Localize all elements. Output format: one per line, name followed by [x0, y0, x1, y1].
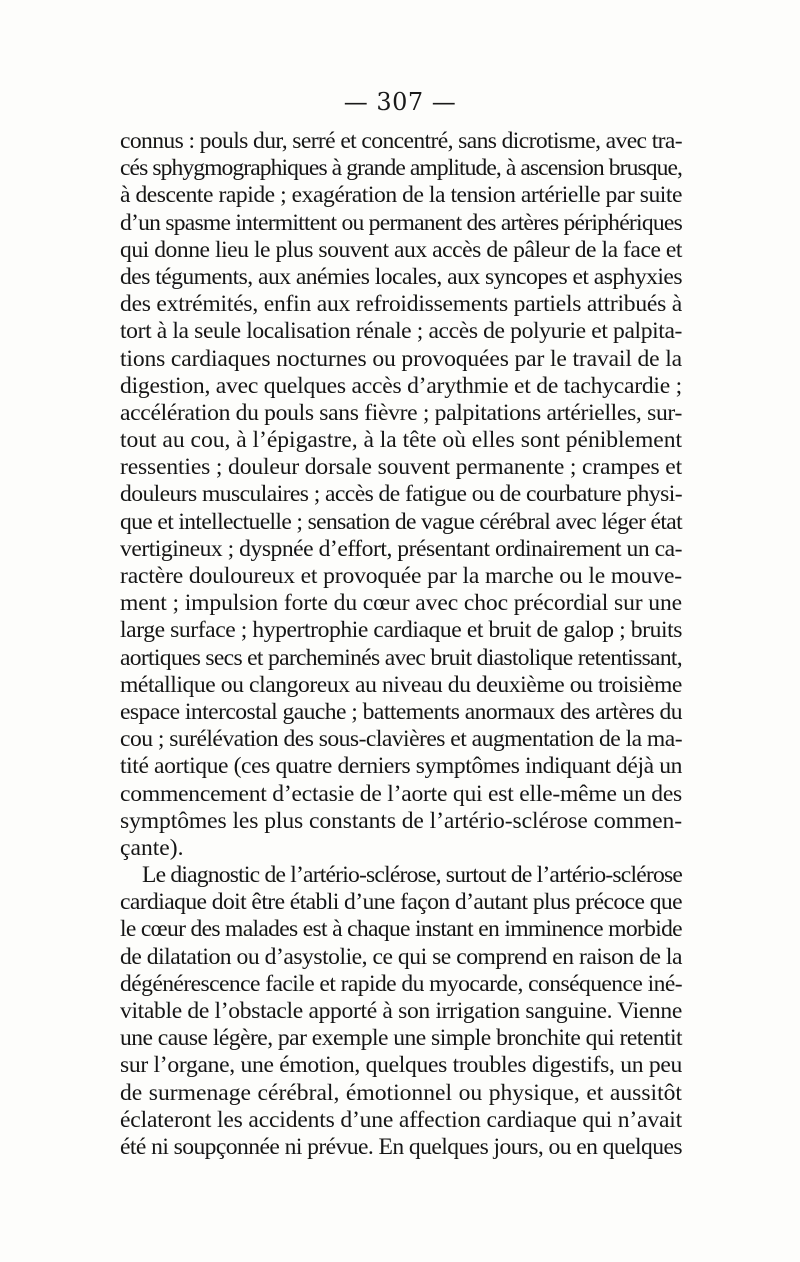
- text-line: des téguments, aux anémies locales, aux syncopes et asphyxies: [120, 263, 682, 290]
- text-line: ment ; impulsion forte du cœur avec choc précordial sur une: [120, 590, 683, 617]
- text-line: des extrémités, enfin aux refroidissements partiels attribués à: [120, 291, 682, 318]
- text-line: qui donne lieu le plus souvent aux accès de pâleur de la face et: [120, 236, 683, 263]
- text-line: commencement d’ectasie de l’aorte qui est elle-même un des: [120, 780, 683, 807]
- text-line: digestion, avec quelques accès d’arythmie et de tachycardie ;: [120, 372, 682, 399]
- text-line: large surface ; hypertrophie cardiaque et bruit de galop ; bruits: [120, 617, 683, 644]
- text-line: dégénérescence facile et rapide du myocarde, conséquence iné-: [120, 970, 682, 997]
- text-line: tions cardiaques nocturnes ou provoquées par le travail de la: [120, 345, 682, 372]
- text-line: le cœur des malades est à chaque instant en imminence morbide: [120, 916, 682, 943]
- text-line: cou ; surélévation des sous-clavières et augmentation de la ma-: [120, 726, 683, 753]
- text-line: de dilatation ou d’asystolie, ce qui se comprend en raison de la: [120, 943, 683, 970]
- text-line: tité aortique (ces quatre derniers symptômes indiquant déjà un: [120, 753, 682, 780]
- text-line: ractère douloureux et provoquée par la marche ou le mouve-: [120, 563, 682, 589]
- text-line: d’un spasme intermittent ou permanent des artères périphériques: [120, 209, 683, 236]
- text-line: connus : pouls dur, serré et concentré, sans dicrotisme, avec tra-: [120, 128, 682, 154]
- text-line: douleurs musculaires ; accès de fatigue ou de courbature physi-: [120, 481, 682, 508]
- text-line: été ni soupçonnée ni prévue. En quelques jours, ou en quelques: [120, 1133, 682, 1160]
- text-line: une cause légère, par exemple une simple bronchite qui retentit: [120, 1025, 683, 1052]
- text-line: vitable de l’obstacle apporté à son irrigation sanguine. Vienne: [120, 998, 682, 1024]
- text-line: à descente rapide ; exagération de la tension artérielle par suite: [120, 182, 683, 209]
- text-line: métallique ou clangoreux au niveau du deuxième ou troisième: [120, 671, 682, 698]
- text-line: vertigineux ; dyspnée d’effort, présentant ordinairement un ca-: [120, 535, 683, 562]
- text-line: ressenties ; douleur dorsale souvent permanente ; crampes et: [120, 454, 682, 481]
- text-line: espace intercostal gauche ; battements anormaux des artères du: [120, 698, 682, 725]
- text-line: éclateront les accidents d’une affection cardiaque qui n’avait: [120, 1106, 683, 1133]
- body-text: [120, 128, 682, 1161]
- text-line: aortiques secs et parcheminés avec bruit diastolique retentissant,: [120, 644, 682, 671]
- text-line: que et intellectuelle ; sensation de vague cérébral avec léger état: [120, 508, 682, 535]
- text-line: cardiaque doit être établi d’une façon d’autant plus précoce que: [120, 889, 683, 916]
- text-line: sur l’organe, une émotion, quelques troubles digestifs, un peu: [120, 1052, 682, 1079]
- page-number: — 307 —: [343, 88, 457, 116]
- text-line: tort à la seule localisation rénale ; accès de polyurie et palpita-: [120, 318, 683, 345]
- text-line: accélération du pouls sans fièvre ; palpitations artérielles, sur-: [120, 399, 683, 426]
- text-line: çante).: [120, 834, 184, 861]
- text-line: symptômes les plus constants de l’artério-sclérose commen-: [120, 807, 683, 834]
- text-line: Le diagnostic de l’artério-sclérose, surtout de l’artério-sclérose: [142, 862, 683, 889]
- text-line: cés sphygmographiques à grande amplitude, à ascension brusque,: [120, 155, 682, 182]
- text-line: de surmenage cérébral, émotionnel ou physique, et aussitôt: [120, 1079, 682, 1106]
- text-line: tout au cou, à l’épigastre, à la tête où elles sont péniblement: [120, 427, 683, 454]
